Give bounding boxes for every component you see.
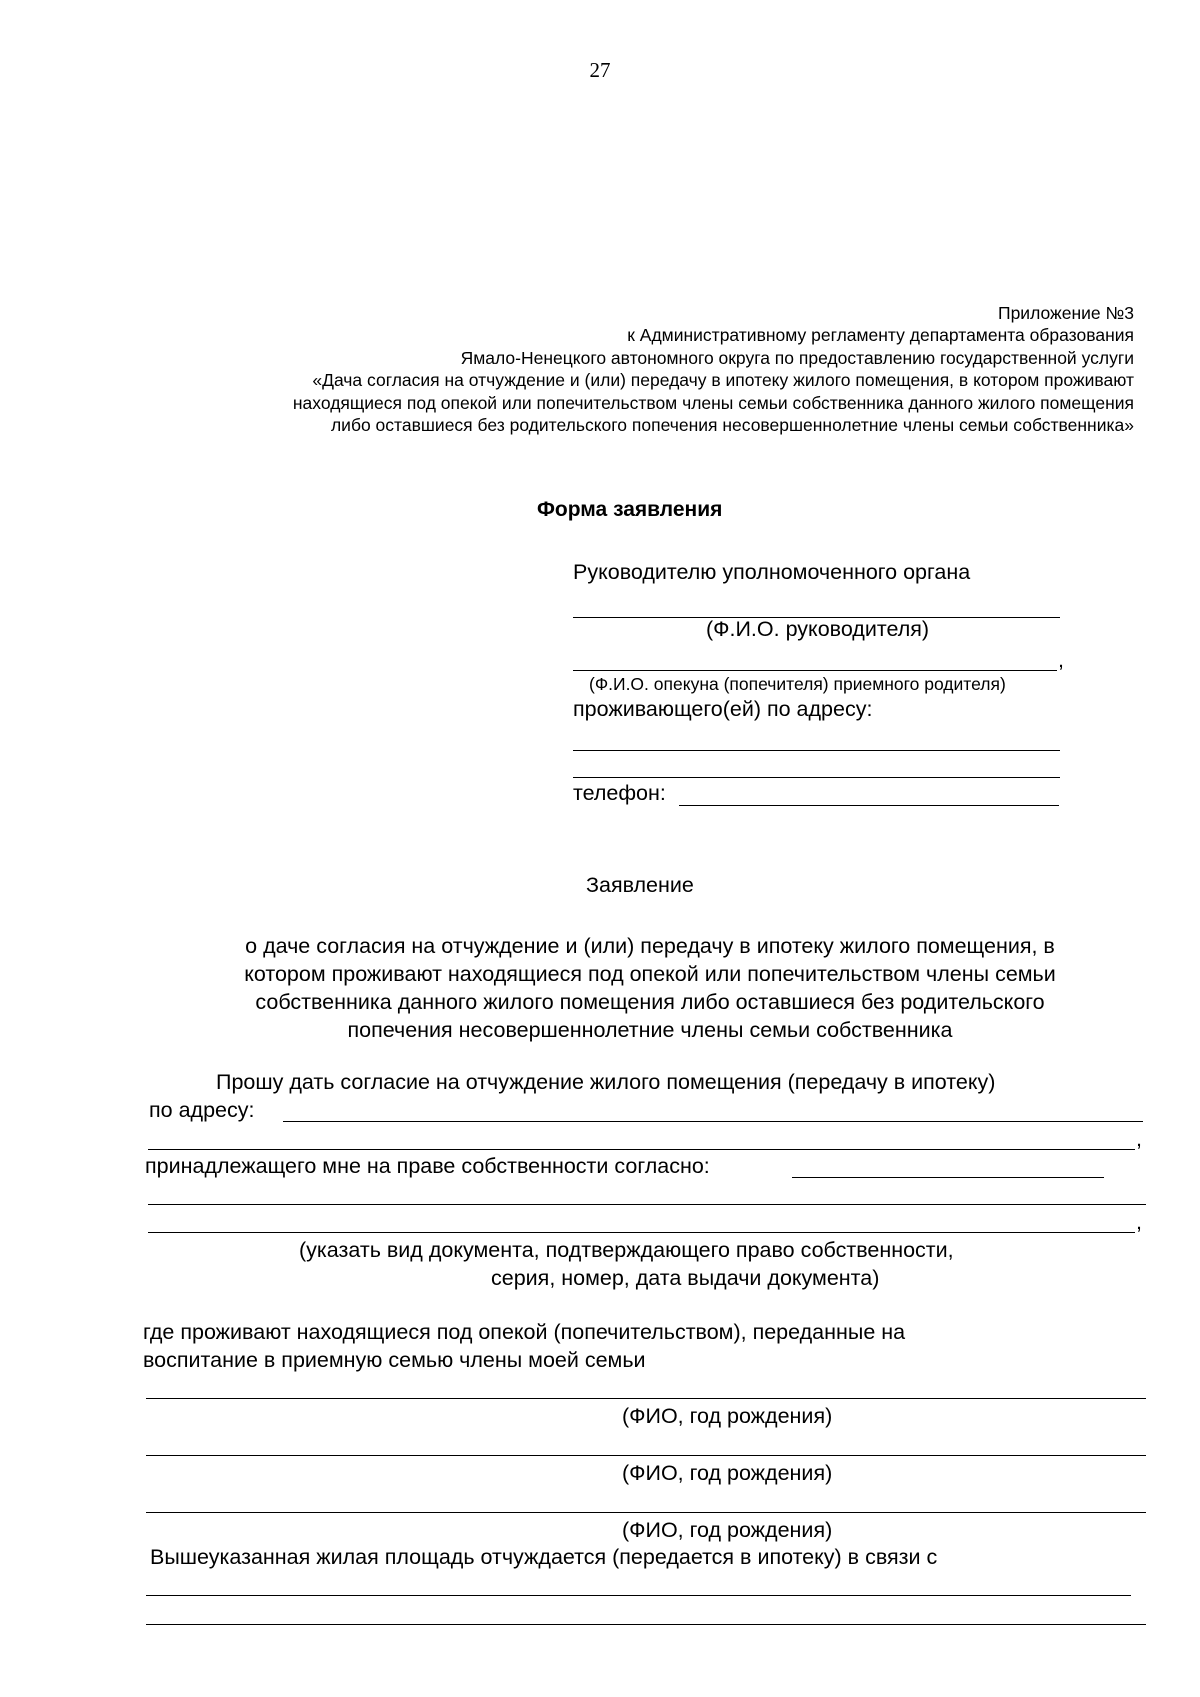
property-address-field[interactable]: [283, 1121, 1143, 1122]
subject-line: о даче согласия на отчуждение и (или) передачу в ипотеку жилого помещения, в: [245, 934, 1055, 958]
subject-line: собственника данного жилого помещения либо оставшиеся без родительского: [255, 990, 1045, 1014]
address-field-1[interactable]: [573, 750, 1060, 751]
doc-hint-2: серия, номер, дата выдачи документа): [491, 1266, 880, 1290]
ownership-doc-field-2[interactable]: [148, 1204, 1146, 1205]
ownership-doc-field-3[interactable]: [148, 1232, 1135, 1233]
statement-subject: [170, 932, 1130, 1044]
subject-line: котором проживают находящиеся под опекой или попечительством члены семьи: [244, 962, 1056, 986]
head-name-hint: (Ф.И.О. руководителя): [706, 617, 930, 641]
appendix-line: «Дача согласия на отчуждение и (или) передачу в ипотеку жилого помещения, в котором проживают: [312, 370, 1134, 391]
family-member-field-1[interactable]: [146, 1398, 1146, 1399]
residing-label: проживающего(ей) по адресу:: [573, 697, 873, 721]
guardian-comma: ,: [1058, 648, 1064, 672]
guardian-name-hint: (Ф.И.О. опекуна (попечителя) приемного родителя): [589, 674, 1006, 694]
property-address-field-2[interactable]: [148, 1149, 1135, 1150]
ownership-label: принадлежащего мне на праве собственности согласно:: [145, 1154, 710, 1178]
ownership-doc-field[interactable]: [792, 1177, 1104, 1178]
appendix-line: находящиеся под опекой или попечительством члены семьи собственника данного жилого помещения: [292, 392, 1134, 413]
address-label: по адресу:: [149, 1098, 255, 1122]
phone-field[interactable]: [679, 805, 1059, 806]
appendix-line: Ямало-Ненецкого автономного округа по предоставлению государственной услуги: [460, 347, 1134, 368]
request-text: Прошу дать согласие на отчуждение жилого помещения (передачу в ипотеку): [216, 1070, 996, 1094]
doc-hint-1: (указать вид документа, подтверждающего право собственности,: [299, 1238, 954, 1262]
ownership-comma: ,: [1136, 1210, 1142, 1234]
fio-hint-3: (ФИО, год рождения): [622, 1518, 833, 1542]
residents-text-2: воспитание в приемную семью члены моей семьи: [143, 1348, 646, 1372]
residents-text-1: где проживают находящиеся под опекой (попечительством), переданные на: [143, 1320, 906, 1344]
page-number: 27: [589, 58, 611, 82]
subject-line: попечения несовершеннолетние члены семьи собственника: [347, 1018, 953, 1042]
appendix-line: Приложение №3: [997, 303, 1134, 323]
address-field-2[interactable]: [573, 777, 1060, 778]
fio-hint-1: (ФИО, год рождения): [622, 1404, 833, 1428]
form-title: Форма заявления: [537, 498, 723, 521]
appendix-line: к Административному регламенту департамента образования: [627, 325, 1134, 346]
appendix-header: [293, 302, 1134, 436]
addressee-to: Руководителю уполномоченного органа: [573, 560, 971, 584]
fio-hint-2: (ФИО, год рождения): [622, 1461, 833, 1485]
family-member-field-2[interactable]: [146, 1455, 1146, 1456]
appendix-line: либо оставшиеся без родительского попечения несовершеннолетние члены семьи собственника»: [330, 415, 1134, 436]
address-comma: ,: [1136, 1127, 1142, 1151]
reason-field-2[interactable]: [146, 1624, 1146, 1625]
family-member-field-3[interactable]: [146, 1512, 1146, 1513]
reason-field-1[interactable]: [146, 1595, 1131, 1596]
phone-label: телефон:: [573, 781, 666, 805]
statement-heading: Заявление: [586, 873, 694, 897]
guardian-name-field[interactable]: [573, 670, 1057, 671]
reason-text: Вышеуказанная жилая площадь отчуждается (передается в ипотеку) в связи с: [150, 1545, 938, 1569]
